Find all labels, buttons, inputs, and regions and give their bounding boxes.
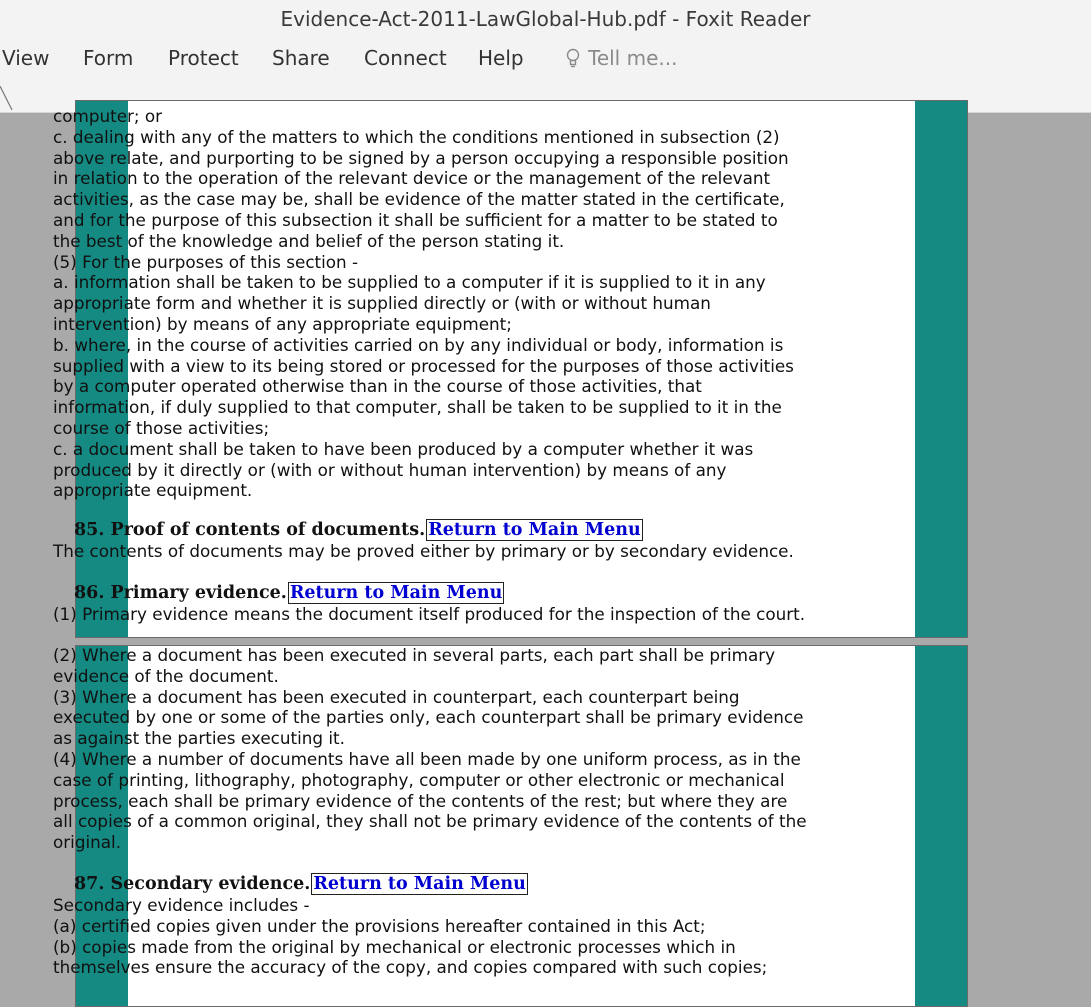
body-text-line: the best of the knowledge and belief of the person stating it. (53, 230, 565, 251)
body-text-line: supplied with a view to its being stored or processed for the purposes of those activities (53, 355, 794, 376)
body-text-line: (2) Where a document has been executed in several parts, each part shall be primary (53, 645, 776, 665)
body-text-line: (1) Primary evidence means the document itself produced for the inspection of the court. (53, 604, 806, 624)
body-text-line: activities, as the case may be, shall be evidence of the matter stated in the certificate, (53, 189, 785, 210)
ribbon-collapse-icon (0, 86, 16, 112)
body-text-line: appropriate form and whether it is supplied directly or (with or without human (53, 293, 711, 314)
body-text-line: (a) certified copies given under the provisions hereafter contained in this Act; (53, 915, 706, 936)
body-text-line: a. information shall be taken to be supplied to a computer if it is supplied to it in any (53, 272, 766, 293)
body-text-line: (4) Where a number of documents have all been made by one uniform process, as in the (53, 749, 801, 769)
body-text-line: computer; or (53, 106, 163, 126)
window-title: Evidence-Act-2011-LawGlobal-Hub.pdf - Foxit Reader (0, 0, 1091, 38)
body-text-line: course of those activities; (53, 418, 270, 438)
body-text-line: themselves ensure the accuracy of the copy, and copies compared with such copies; (53, 957, 768, 978)
menu-share[interactable]: Share (272, 46, 330, 70)
body-text-line: in relation to the operation of the relevant device or the management of the relevant (53, 168, 771, 189)
body-text-line: evidence of the document. (53, 665, 279, 686)
body-text-line: and for the purpose of this subsection it shall be sufficient for a matter to be stated to (53, 210, 778, 230)
return-to-main-menu-link[interactable]: Return to Main Menu (313, 874, 526, 894)
section-title: 85. Proof of contents of documents. (74, 520, 426, 540)
menu-connect[interactable]: Connect (364, 46, 447, 70)
body-text-line: above relate, and purporting to be signed by a person occupying a responsible position (53, 147, 789, 168)
menu-form[interactable]: Form (83, 46, 134, 70)
section-heading-86 (74, 582, 504, 604)
section-title: 86. Primary evidence. (74, 583, 287, 603)
body-text-line: (5) For the purposes of this section - (53, 251, 359, 272)
section-heading-85 (74, 519, 643, 541)
body-text-line: by a computer operated otherwise than in the course of those activities, that (53, 376, 702, 397)
return-to-main-menu-link[interactable]: Return to Main Menu (428, 520, 641, 540)
body-text-line: b. where, in the course of activities carried on by any individual or body, information is (53, 334, 784, 355)
menu-view[interactable]: View (2, 46, 50, 70)
body-text-line: executed by one or some of the parties only, each counterpart shall be primary evidence (53, 707, 804, 728)
body-text-line: as against the parties executing it. (53, 728, 345, 749)
body-text-line: c. a document shall be taken to have been produced by a computer whether it was (53, 438, 754, 459)
body-text-line: appropriate equipment. (53, 480, 253, 501)
body-text-line: (b) copies made from the original by mechanical or electronic processes which in (53, 936, 736, 957)
body-text-line: produced by it directly or (with or without human intervention) by means of any (53, 459, 727, 480)
return-to-main-menu-link[interactable]: Return to Main Menu (289, 583, 503, 603)
tell-me-label: Tell me... (588, 46, 678, 70)
body-text-line: intervention) by means of any appropriate equipment; (53, 314, 512, 334)
body-text-line: information, if duly supplied to that computer, shall be taken to be supplied to it in the (53, 397, 782, 418)
section-title: 87. Secondary evidence. (74, 874, 311, 894)
menu-protect[interactable]: Protect (168, 46, 239, 70)
body-text-line: process, each shall be primary evidence of the contents of the rest; but where they are (53, 790, 788, 811)
lightbulb-icon (566, 48, 580, 68)
body-text-line: c. dealing with any of the matters to which the conditions mentioned in subsection (2) (53, 126, 780, 147)
body-text-line: The contents of documents may be proved either by primary or by secondary evidence. (53, 541, 794, 561)
tell-me-search[interactable] (566, 45, 677, 71)
body-text-line: original. (53, 832, 122, 853)
body-text-line: case of printing, lithography, photography, computer or other electronic or mechanical (53, 769, 785, 790)
body-text-line: all copies of a common original, they shall not be primary evidence of the contents of the (53, 811, 807, 832)
menu-help[interactable]: Help (478, 46, 524, 70)
section-heading-87 (74, 873, 528, 895)
body-text-line: (3) Where a document has been executed in counterpart, each counterpart being (53, 686, 740, 707)
body-text-line: Secondary evidence includes - (53, 895, 310, 915)
